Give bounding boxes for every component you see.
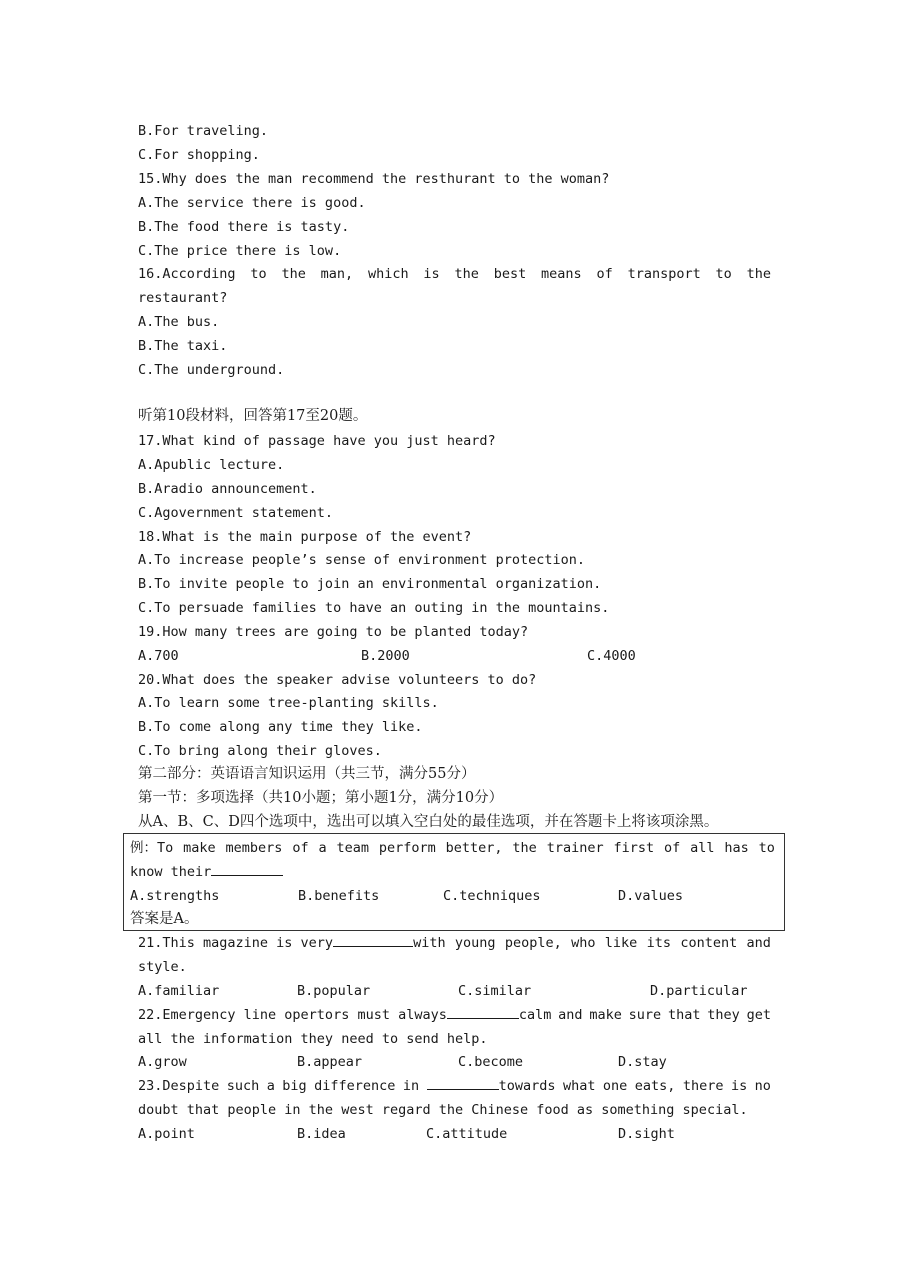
answer-blank <box>427 1089 499 1090</box>
example-option-d: D.values <box>618 888 684 904</box>
q22-option-b: B.appear <box>297 1054 363 1070</box>
q23-question-cont: doubt that people in the west regard the Chinese food as something special. <box>138 1102 748 1118</box>
q16-question-cont: restaurant? <box>138 290 228 306</box>
example-question-cont: know their <box>130 863 283 881</box>
example-option-b: B.benefits <box>298 888 380 904</box>
q19-question: 19.How many trees are going to be planted today? <box>138 624 529 640</box>
q22-question-cont: all the information they need to send help. <box>138 1031 488 1047</box>
q21-option-c: C.similar <box>458 983 532 999</box>
q23-option-c: C.attitude <box>426 1126 508 1142</box>
q18-option-a: A.To increase people’s sense of environment protection. <box>138 552 586 568</box>
q15-option-b: B.The food there is tasty. <box>138 219 350 235</box>
q16-option-b: B.The taxi. <box>138 338 228 354</box>
q19-option-a: A.700 <box>138 648 179 664</box>
q18-option-c: C.To persuade families to have an outing in the mountains. <box>138 600 610 616</box>
q16-option-c: C.The underground. <box>138 362 285 378</box>
q19-option-b: B.2000 <box>361 648 410 664</box>
q17-option-a: A.Apublic lecture. <box>138 457 285 473</box>
q16-question: 16.According to the man, which is the best means of transport to the <box>138 266 771 282</box>
q22-question: 22.Emergency line opertors must always calm and make sure that they get <box>138 1007 771 1023</box>
q22-option-a: A.grow <box>138 1054 187 1070</box>
q21-option-b: B.popular <box>297 983 371 999</box>
answer-blank <box>333 946 413 947</box>
example-box <box>123 833 785 931</box>
q22-option-c: C.become <box>458 1054 524 1070</box>
q19-option-c: C.4000 <box>587 648 636 664</box>
q15-option-c: C.The price there is low. <box>138 243 342 259</box>
section10-header: 听第10段材料，回答第17至20题。 <box>138 408 368 424</box>
q18-question: 18.What is the main purpose of the event? <box>138 529 472 545</box>
q21-option-a: A.familiar <box>138 983 220 999</box>
q18-option-b: B.To invite people to join an environmental organization. <box>138 576 602 592</box>
q17-option-b: B.Aradio announcement. <box>138 481 317 497</box>
q20-option-a: A.To learn some tree-planting skills. <box>138 695 439 711</box>
q23-option-b: B.idea <box>297 1126 346 1142</box>
example-question: 例：To make members of a team perform better, the trainer first of all has to <box>130 840 775 856</box>
instructions: 从A、B、C、D四个选项中，选出可以填入空白处的最佳选项，并在答题卡上将该项涂黑。 <box>138 814 719 830</box>
answer-blank <box>211 875 283 876</box>
q21-question: 21.This magazine is very with young people, who like its content and <box>138 935 771 951</box>
q15-option-a: A.The service there is good. <box>138 195 366 211</box>
part2-header: 第二部分：英语语言知识运用（共三节，满分55分） <box>138 766 476 782</box>
q17-option-c: C.Agovernment statement. <box>138 505 334 521</box>
q23-option-a: A.point <box>138 1126 195 1142</box>
section1-header: 第一节：多项选择（共10小题；第小题1分，满分10分） <box>138 790 504 806</box>
q22-option-d: D.stay <box>618 1054 667 1070</box>
q20-question: 20.What does the speaker advise volunteers to do? <box>138 672 537 688</box>
q15-question: 15.Why does the man recommend the resthurant to the woman? <box>138 171 610 187</box>
example-option-c: C.techniques <box>443 888 541 904</box>
q23-option-d: D.sight <box>618 1126 675 1142</box>
q14-option-b: B.For traveling. <box>138 123 269 139</box>
q21-option-d: D.particular <box>650 983 748 999</box>
q16-option-a: A.The bus. <box>138 314 220 330</box>
q20-option-c: C.To bring along their gloves. <box>138 743 382 759</box>
q23-question: 23.Despite such a big difference in towards what one eats, there is no <box>138 1078 771 1094</box>
q20-option-b: B.To come along any time they like. <box>138 719 423 735</box>
example-option-a: A.strengths <box>130 888 220 904</box>
q21-question-cont: style. <box>138 959 187 975</box>
q14-option-c: C.For shopping. <box>138 147 260 163</box>
answer-blank <box>447 1018 519 1019</box>
example-answer: 答案是A。 <box>130 911 199 927</box>
q17-question: 17.What kind of passage have you just heard? <box>138 433 496 449</box>
